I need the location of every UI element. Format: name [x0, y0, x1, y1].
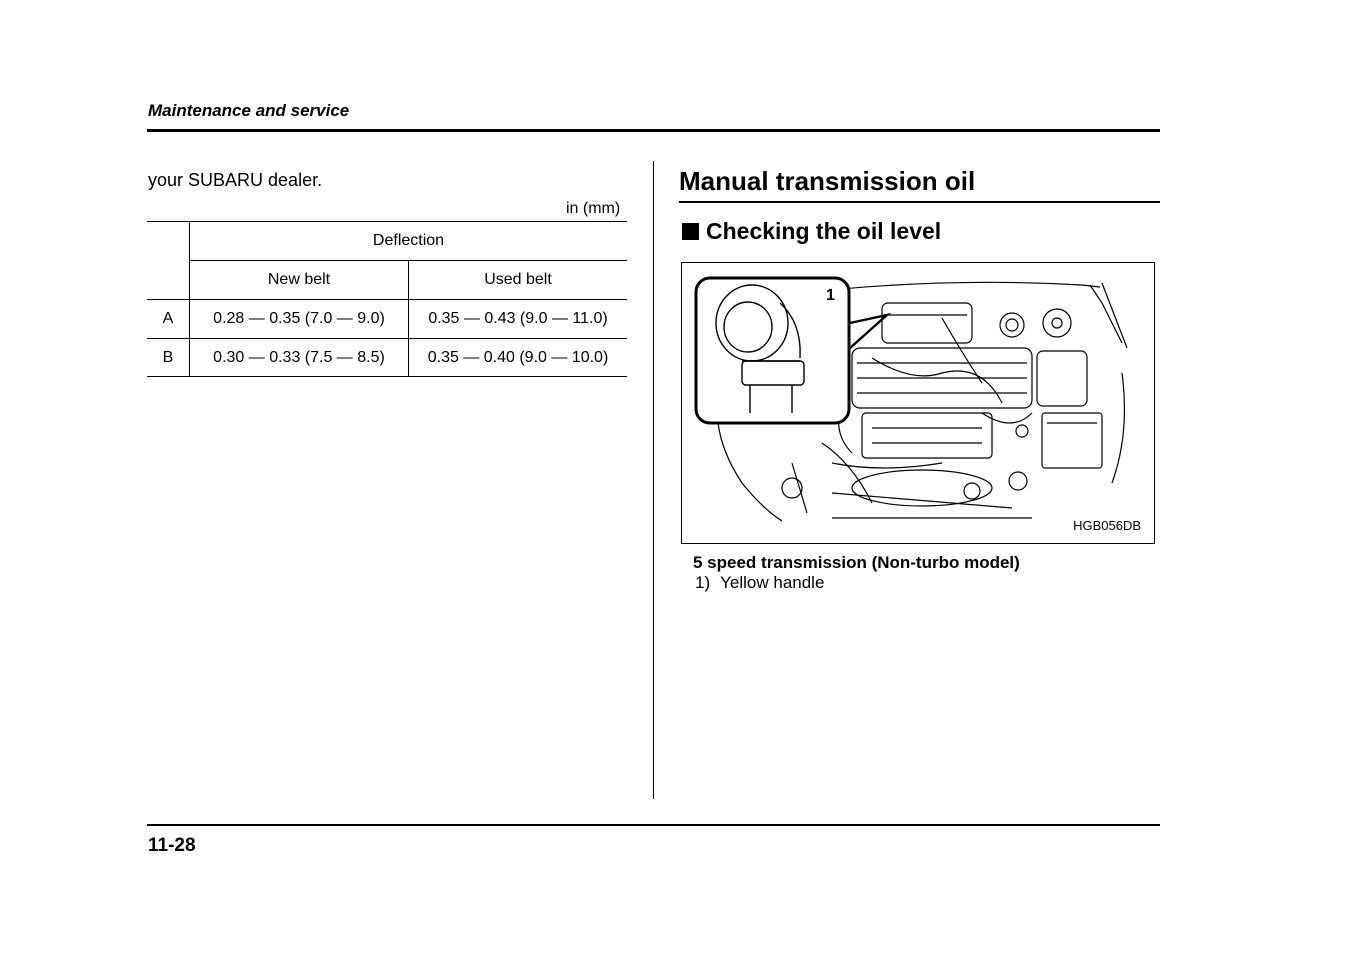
table-cell: 0.35 — 0.40 (9.0 — 10.0) [409, 339, 628, 377]
square-bullet-icon [682, 223, 699, 240]
table-group-header: Deflection [190, 222, 628, 261]
column-divider [653, 161, 654, 799]
engine-illustration [681, 262, 1155, 544]
caption-item-number: 1) [695, 573, 711, 592]
table-cell: 0.30 — 0.33 (7.5 — 8.5) [190, 339, 409, 377]
belt-deflection-table [147, 221, 627, 377]
table-subheader-row [147, 261, 627, 300]
page-number: 11-28 [148, 835, 196, 856]
intro-text: your SUBARU dealer. [148, 170, 323, 190]
header-title: Maintenance and service [148, 101, 350, 120]
subsection-title-text: Checking the oil level [706, 218, 942, 244]
caption-item-text: Yellow handle [720, 573, 825, 592]
unit-note: in (mm) [566, 200, 621, 217]
table-header-row [147, 222, 627, 261]
section-title: Manual transmission oil [679, 166, 976, 196]
figure-caption-title: 5 speed transmission (Non-turbo model) [693, 553, 1020, 572]
subsection-title [682, 218, 941, 245]
header-rule [147, 129, 1160, 132]
table-cell: 0.35 — 0.43 (9.0 — 11.0) [409, 300, 628, 339]
row-label: A [147, 300, 190, 339]
table-cell: 0.28 — 0.35 (7.0 — 9.0) [190, 300, 409, 339]
section-rule [679, 201, 1160, 203]
table-column-header: New belt [190, 261, 409, 300]
table-row [147, 300, 627, 339]
table-row [147, 339, 627, 377]
table-column-header: Used belt [409, 261, 628, 300]
table-corner-cell [147, 222, 190, 300]
figure-caption-item [695, 573, 824, 593]
footer-rule [147, 824, 1160, 826]
figure-image-code: HGB056DB [1073, 518, 1141, 533]
engine-bay-drawing [682, 263, 1155, 544]
row-label: B [147, 339, 190, 377]
figure-callout-number: 1 [826, 287, 835, 304]
